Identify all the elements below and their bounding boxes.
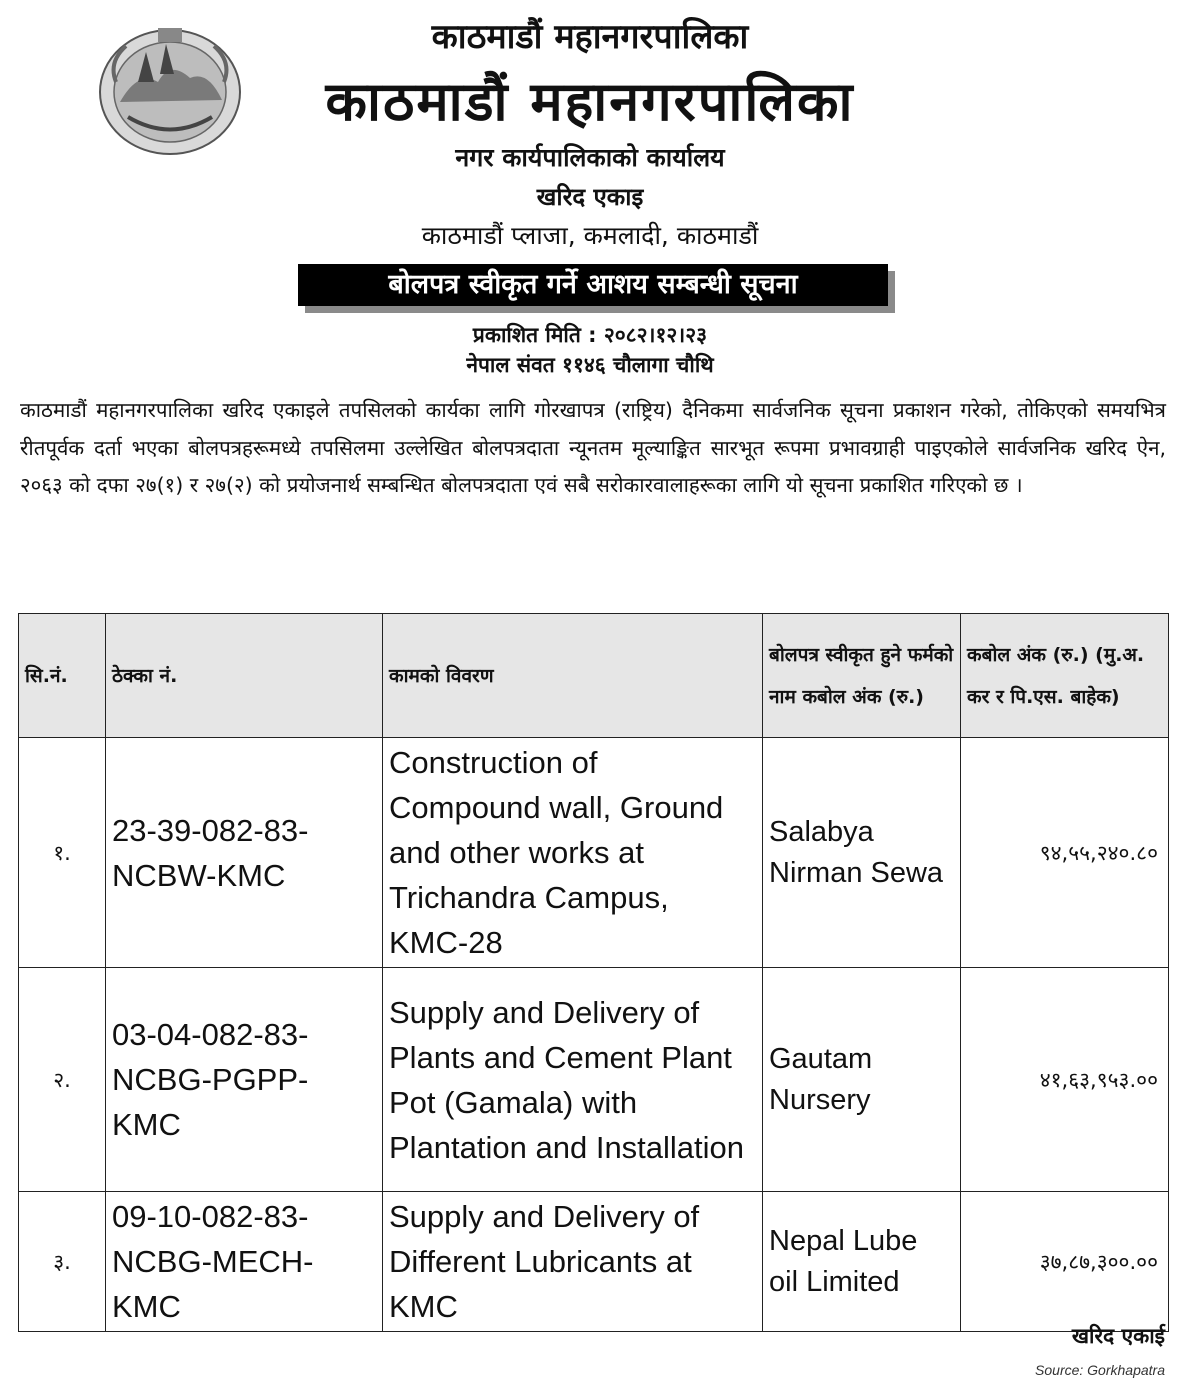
org-name: काठमाडौं महानगरपालिका: [431, 17, 749, 57]
address: काठमाडौं प्लाजा, कमलादी, काठमाडौं: [421, 221, 759, 250]
cell-amount: ९४,५५,२४०.८०: [961, 738, 1169, 968]
signatory: खरिद एकाई: [1071, 1324, 1165, 1348]
cell-amount: ४१,६३,९५३.००: [961, 968, 1169, 1192]
cell-sn: २.: [19, 968, 106, 1192]
cell-contract-no: 03-04-082-83-NCBG-PGPP-KMC: [106, 968, 383, 1192]
cell-description: Supply and Delivery of Different Lubricants at KMC: [383, 1192, 763, 1332]
cell-contract-no: 23-39-082-83-NCBW-KMC: [106, 738, 383, 968]
cell-amount: ३७,८७,३००.००: [961, 1192, 1169, 1332]
notice-body: काठमाडौं महानगरपालिका खरिद एकाइले तपसिलको कार्यका लागि गोरखापत्र (राष्ट्रिय) दैनिकमा सार्वजनिक सूचना प्रकाशन गरेको, तोकिएको समयभित्र रीतपूर्वक दर्ता भएका बोलपत्रहरूमध्ये तपसिलमा उल्लेखित बोलपत्रदाता न्यूनतम मूल्याङ्कित सारभूत रूपमा प्रभावग्राही पाइएकोले सार्वजनिक खरिद ऐन, २०६३ को दफा २७(१) र २७(२) को प्रयोजनार्थ सम्बन्धित बोलपत्रदाता एवं सबै सरोकारवालाहरूका लागि यो सूचना प्रकाशित गरिएको छ ।: [20, 398, 1166, 497]
cell-contract-no: 09-10-082-83-NCBG-MECH-KMC: [106, 1192, 383, 1332]
table-row: [19, 738, 1169, 968]
cell-sn: १.: [19, 738, 106, 968]
nepal-sambat-date: नेपाल संवत ११४६ चौलागा चौथि: [466, 353, 714, 377]
cell-firm: Salabya Nirman Sewa: [763, 738, 961, 968]
unit-name: खरिद एकाइ: [536, 183, 644, 211]
nepal-government-emblem: [98, 22, 243, 157]
office-name: नगर कार्यपालिकाको कार्यालय: [455, 143, 725, 172]
table-header-row: [19, 614, 1169, 738]
awards-table: [18, 613, 1169, 1332]
cell-sn: ३.: [19, 1192, 106, 1332]
published-date: प्रकाशित मिति : २०८२।१२।२३: [472, 323, 708, 347]
source-credit: Source: Gorkhapatra: [1035, 1362, 1165, 1378]
cell-description: Construction of Compound wall, Ground and other works at Trichandra Campus, KMC-28: [383, 738, 763, 968]
org-name-stylized: काठमाडौं महानगरपालिका: [325, 69, 855, 133]
notice-title: बोलपत्र स्वीकृत गर्ने आशय सम्बन्धी सूचना: [298, 264, 888, 306]
cell-firm: Nepal Lube oil Limited: [763, 1192, 961, 1332]
header-amount: कबोल अंक (रु.) (मु.अ. कर र पि.एस. बाहेक): [961, 614, 1169, 738]
header-description: कामको विवरण: [383, 614, 763, 738]
cell-firm: Gautam Nursery: [763, 968, 961, 1192]
table-row: [19, 1192, 1169, 1332]
header-contract-no: ठेक्का नं.: [106, 614, 383, 738]
cell-description: Supply and Delivery of Plants and Cement Plant Pot (Gamala) with Plantation and Installation: [383, 968, 763, 1192]
table-row: [19, 968, 1169, 1192]
header-firm: बोलपत्र स्वीकृत हुने फर्मको नाम कबोल अंक (रु.): [763, 614, 961, 738]
header-sn: सि.नं.: [19, 614, 106, 738]
